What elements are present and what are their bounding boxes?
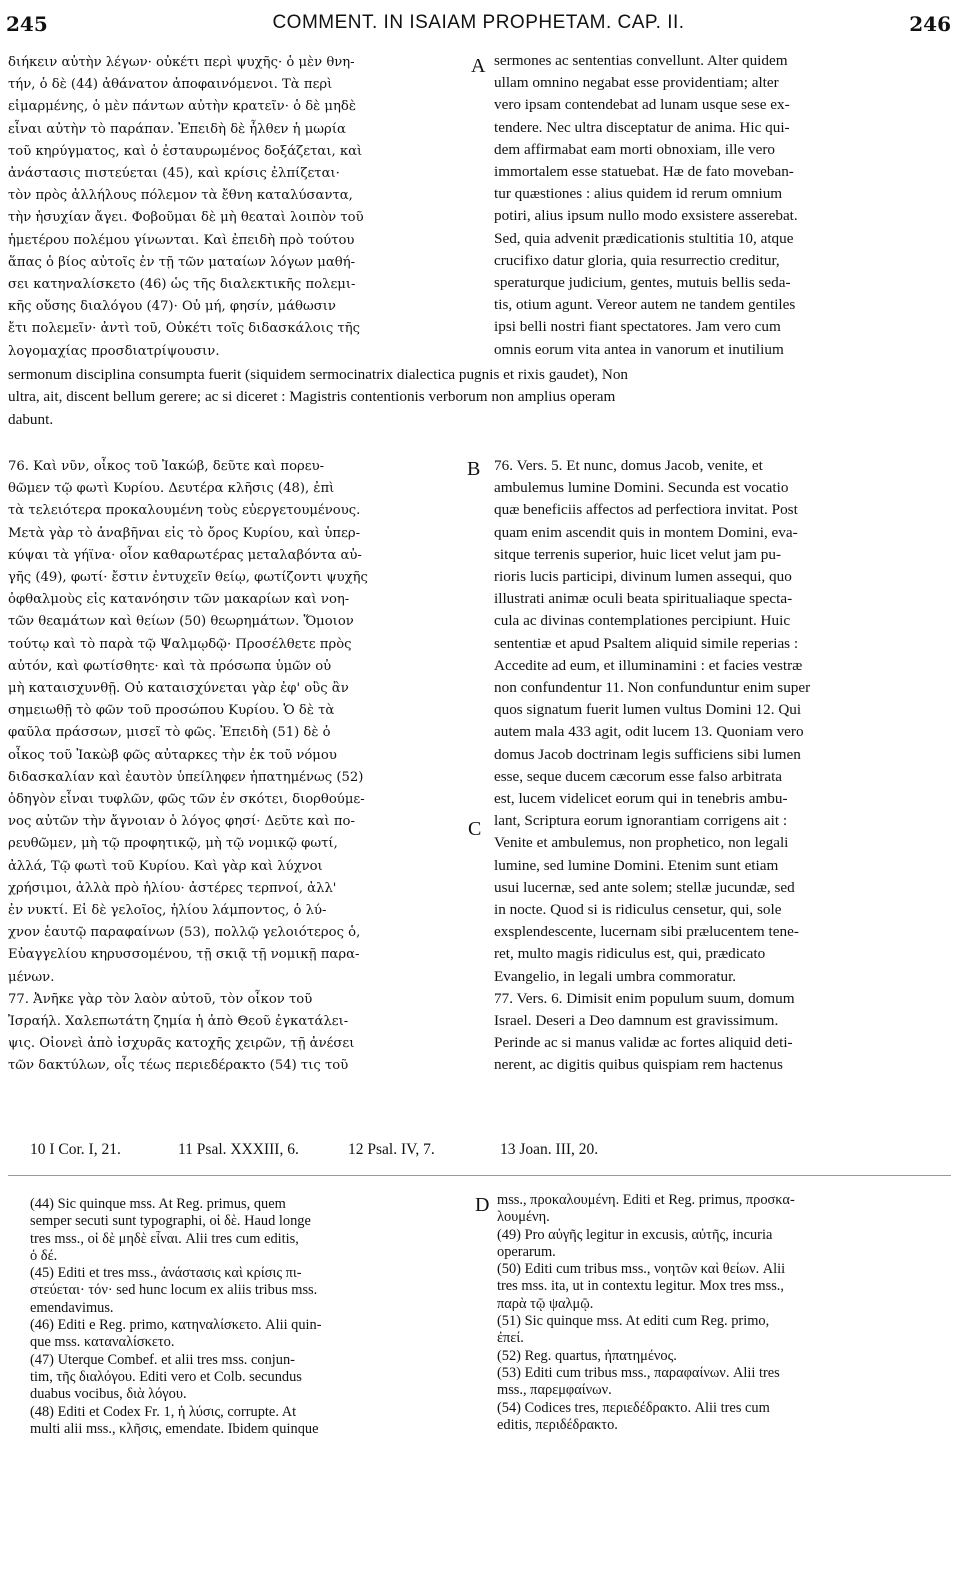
text-line: ψις. Οἱονεὶ ἀπὸ ἰσχυρᾶς κατοχῆς χειρῶν, τῇ ἀνέσει	[8, 1036, 355, 1052]
latin-continuation	[8, 364, 934, 431]
text-line: τὴν ἡσυχίαν ἄγει. Φοβοῦμαι δὲ μὴ θεαταὶ λοιπὸν τοῦ	[8, 210, 364, 226]
text-line: ρευθῶμεν, μὴ τῷ προφητικῷ, μὴ τῷ νομικῷ φωτί,	[8, 836, 338, 852]
text-line: (52) Reg. quartus, ἠπατημένος.	[497, 1347, 677, 1364]
text-line: esse, seque ducem cæcorum esse falso arbitrata	[494, 767, 783, 785]
text-line: θῶμεν τῷ φωτὶ Κυρίου. Δευτέρα κλῆσις (48), ἐπὶ	[8, 481, 335, 497]
text-line: Israel. Deseri a Deo damnum est gravissimum.	[494, 1012, 779, 1030]
text-line: τοῦ κηρύγματος, καὶ ὁ ἐσταυρωμένος δοξάζεται, καὶ	[8, 143, 363, 159]
text-line: ἔτι πολεμεῖν· ἀντὶ τοῦ, Οὐκέτι τοῖς διδασκάλοις τῆς	[8, 321, 360, 337]
text-line: illustrati animæ oculi beata spiritualiaque specta-	[494, 590, 793, 608]
text-line: Perinde ac si manus validæ ac fortes aliquid deti-	[494, 1034, 793, 1052]
text-line: ἀλλά, Τῷ φωτὶ τοῦ Κυρίου. Καὶ γὰρ καὶ λύχνοι	[8, 858, 323, 874]
text-line: τὰ τελειότερα προκαλουμένη τοὺς εὐεργετουμένους.	[8, 503, 361, 519]
text-line: lant, Scriptura eorum ignorantiam corrigens ait :	[494, 812, 788, 830]
text-line: vero ipsam contendebat ad lunam usque sese ex-	[494, 96, 790, 114]
text-line: dem affirmabat eam morti obnoxiam, ille vero	[494, 140, 776, 158]
text-line: Εὐαγγελίου κηρυσσομένου, τῇ σκιᾷ τῇ νομικῇ παρα-	[8, 947, 360, 963]
text-line: Ἰσραήλ. Χαλεπωτάτη ζημία ἡ ἀπὸ Θεοῦ ἐγκατάλει-	[8, 1014, 349, 1030]
text-line: γῆς (49), φωτί· ἔστιν ἐντυχεῖν θείῳ, φωτίζοντι ψυχῆς	[8, 570, 368, 586]
running-title: COMMENT. IN ISAIAM PROPHETAM. CAP. II.	[272, 12, 685, 33]
scripture-ref: 10 I Cor. I, 21.	[30, 1141, 121, 1158]
latin-text-main	[494, 455, 934, 1077]
text-line: non confundentur 11. Non confunduntur enim super	[494, 679, 811, 697]
greek-text-top	[8, 52, 466, 363]
text-line: εἱμαρμένης, ὁ μὲν πάντων αὐτὴν κρατεῖν· ὁ δὲ μηδὲ	[8, 99, 356, 115]
text-line: τὸν πρὸς ἀλλήλους πόλεμον τὰ ἔθνη καταλύσαντα,	[8, 188, 353, 204]
left-page-number: 245	[6, 12, 48, 36]
text-line: ret, multo magis ridiculus est, qui, prædicato	[494, 945, 766, 963]
text-line: tis, otium agunt. Vereor autem ne tandem gentiles	[494, 296, 796, 314]
text-line: σημειωθῇ τὸ φῶν τοῦ προσώπου Κυρίου. Ὁ δὲ τὰ	[8, 703, 335, 719]
critical-notes-right	[497, 1192, 937, 1434]
text-line: χρήσιμοι, ἀλλὰ πρὸ ἡλίου· ἀστέρες τερπνοί, ἀλλ'	[8, 880, 337, 896]
text-line: σει κατηναλίσκετο (46) ὡς τῆς διαλεκτικῆς πολεμι-	[8, 277, 356, 293]
text-line: tres mss. ita, ut in contextu legitur. Mox tres mss.,	[497, 1278, 784, 1295]
text-line: τήν, ὁ δὲ (44) ἀθάνατον ἀποφαινόμενοι. Τὰ περὶ	[8, 77, 333, 93]
text-line: (49) Pro αὐγῆς legitur in excusis, αὐτῆς, incuria	[497, 1226, 773, 1243]
text-line: τῶν δακτύλων, οἷς τέως περιεδέρακτο (54) τις τοῦ	[8, 1058, 349, 1074]
text-line: παρὰ τῷ ψαλμῷ.	[497, 1295, 594, 1312]
text-line: sermones ac sententias convellunt. Alter quidem	[494, 52, 788, 69]
text-line: emendavimus.	[30, 1299, 114, 1316]
text-line: τῶν θεαμάτων καὶ θείων (50) θεωρημάτων. Ὅμοιον	[8, 614, 354, 630]
text-line: quæ beneficiis affectos ad perfectiora invitat. Post	[494, 501, 798, 519]
text-line: ipsi belli nostri fiant spectatores. Jam vero cum	[494, 318, 781, 336]
running-header	[6, 12, 951, 46]
text-line: διήκειν αὐτὴν λέγων· οὐκέτι περὶ ψυχῆς· ὁ μὲν θνη-	[8, 55, 355, 70]
text-line: ἀνάστασις πιστεύεται (45), καὶ κρίσις ἐλπίζεται·	[8, 166, 340, 182]
scripture-ref: 12 Psal. IV, 7.	[348, 1141, 435, 1158]
text-line: 77. Vers. 6. Dimisit enim populum suum, domum	[494, 989, 795, 1007]
text-line: (51) Sic quinque mss. At editi cum Reg. primo,	[497, 1313, 770, 1330]
text-line: omnis eorum vita antea in vanorum et inutilium	[494, 340, 784, 358]
text-line: sermonum disciplina consumpta fuerit (siquidem sermocinatrix dialectica pugnis et rixis gaudet), Non	[8, 366, 629, 383]
text-line: Evangelio, in legali umbra commoratur.	[494, 967, 737, 985]
text-line: νος αὐτῶν τὴν ἄγνοιαν ὁ λόγος φησί· Δεῦτε καὶ πο-	[8, 814, 355, 830]
text-line: sitque terrenis superior, huic licet velut jam pu-	[494, 545, 782, 563]
text-line: duabus vocibus, διὰ λόγου.	[30, 1386, 187, 1403]
scripture-ref: 11 Psal. XXXIII, 6.	[178, 1141, 299, 1158]
text-line: ultra, ait, discent bellum gerere; ac si diceret : Magistris contentionis verborum non amplius operam	[8, 388, 616, 406]
text-line: ὁδηγὸν εἶναι τυφλῶν, φῶς τῶν ἐν σκότει, διορθούμε-	[8, 792, 365, 808]
text-line: domus Jacob doctrinam legis sufficiens sibi lumen	[494, 745, 801, 763]
text-line: μένων.	[8, 969, 55, 985]
text-line: ἐν νυκτί. Εἰ δὲ γελοῖος, ἡλίου λάμποντος, ὁ λύ-	[8, 903, 327, 919]
text-line: sententiæ et apud Psaltem aliquid simile reperias :	[494, 634, 799, 652]
text-line: in nocte. Quod si is ridiculus censetur, qui, sole	[494, 901, 782, 919]
text-line: mss., προκαλουμένη. Editi et Reg. primus, προσκα-	[497, 1192, 795, 1208]
text-line: (54) Codices tres, περιεδέδρακτο. Alii tres cum	[497, 1399, 770, 1416]
text-line: est, lucem videlicet eorum qui in tenebris ambu-	[494, 790, 788, 808]
text-line: Μετὰ γὰρ τὸ ἀναβῆναι εἰς τὸ ὄρος Κυρίου, καὶ ὑπερ-	[8, 525, 361, 541]
text-line: 76. Καὶ νῦν, οἶκος τοῦ Ἰακώβ, δεῦτε καὶ πορευ-	[8, 459, 325, 474]
text-line: μὴ καταισχυνθῇ. Οὐ καταισχύνεται γὰρ ἐφ' οὓς ἂν	[8, 681, 349, 697]
text-line: operarum.	[497, 1243, 556, 1260]
text-line: lumine, sed lumine Domini. Etenim sunt etiam	[494, 856, 779, 874]
text-line: tendere. Nec ultra disceptatur de anima. Hic qui-	[494, 118, 790, 136]
text-line: quos signatum fuerit lumen vultus Domini 12. Qui	[494, 701, 802, 719]
text-line: cula ac divinas contemplationes percipiunt. Huic	[494, 612, 791, 630]
text-line: dabunt.	[8, 410, 54, 428]
margin-marker-d: D	[475, 1194, 490, 1216]
right-page-number: 246	[909, 12, 951, 36]
text-line: εἶναι αὐτὴν τὸ παράπαν. Ἐπειδὴ δὲ ἦλθεν ἡ μωρία	[8, 121, 346, 137]
text-line: φαῦλα πράσσων, μισεῖ τὸ φῶς. Ἐπειδὴ (51) δὲ ὁ	[8, 725, 331, 741]
text-line: ἅπας ὁ βίος αὐτοῖς ἐν τῇ τῶν ματαίων λόγων μαθή-	[8, 254, 356, 270]
text-line: immortalem esse statuebat. Hæ de fato moveban-	[494, 163, 794, 181]
text-line: (50) Editi cum tribus mss., νοητῶν καὶ θείων. Alii	[497, 1261, 786, 1278]
text-line: Sed, quia advenit prædicationis stultitia 10, atque	[494, 229, 794, 247]
text-line: autem mala 433 agit, odit lucem 13. Quoniam vero	[494, 723, 804, 741]
text-line: ambulemus lumine Domini. Secunda est vocatio	[494, 479, 789, 497]
text-line: tur quæstiones : alius quidem id rerum omnium	[494, 185, 783, 203]
text-line: tres mss., οἱ δὲ μηδὲ εἶναι. Alii tres cum editis,	[30, 1230, 299, 1247]
footnote-divider	[8, 1175, 951, 1176]
critical-notes-left	[30, 1196, 476, 1438]
text-line: ullam omnino negabat esse providentiam; alter	[494, 74, 779, 92]
text-line: 77. Ἀνῆκε γὰρ τὸν λαὸν αὐτοῦ, τὸν οἶκον τοῦ	[8, 991, 313, 1007]
margin-marker-c: C	[468, 818, 482, 840]
text-line: semper secuti sunt typographi, οἱ δὲ. Haud longe	[30, 1213, 311, 1230]
text-line: rioris lucis participi, divinum lumen assequi, quo	[494, 568, 792, 586]
text-line: αὐτόν, καὶ φωτίσθητε· καὶ τὰ πρόσωπα ὑμῶν οὐ	[8, 658, 332, 674]
text-line: ἐπεί.	[497, 1330, 524, 1347]
text-line: potiri, alius ipsum nullo modo exsistere asserebat.	[494, 207, 798, 225]
text-line: (53) Editi cum tribus mss., παραφαίνων. Alii tres	[497, 1364, 780, 1381]
text-line: στεύεται· τόν· sed hunc locum ex aliis tribus mss.	[30, 1282, 318, 1299]
text-line: tim, τῆς διαλόγου. Editi vero et Colb. secundus	[30, 1368, 302, 1385]
margin-marker-b: B	[467, 458, 481, 480]
text-line: (45) Editi et tres mss., ἀνάστασις καὶ κρίσις πι-	[30, 1265, 302, 1282]
text-line: editis, περιδέδρακτο.	[497, 1416, 618, 1433]
scripture-ref: 13 Joan. III, 20.	[500, 1141, 599, 1158]
text-line: usui lucernæ, sed ante solem; stellæ jucundæ, sed	[494, 878, 795, 896]
text-line: speraturque judicium, gentes, mutuis bellis seda-	[494, 274, 791, 292]
greek-text-main	[8, 456, 466, 1078]
scripture-references	[30, 1141, 949, 1167]
text-line: Accedite ad eum, et illuminamini : et facies vestræ	[494, 656, 803, 674]
text-line: χνον ἑαυτῷ παραφαίνων (53), πολλῷ γελοιότερος ὁ,	[8, 925, 361, 941]
text-line: multi alii mss., κλῆσις, emendate. Ibidem quinque	[30, 1420, 319, 1437]
text-line: (47) Uterque Combef. et alii tres mss. conjun-	[30, 1351, 295, 1368]
text-line: exsplendescente, lucernam sibi prælucentem tene-	[494, 923, 799, 941]
text-line: τούτῳ καὶ τὸ παρὰ τῷ Ψαλμῳδῷ· Προσέλθετε πρὸς	[8, 636, 352, 652]
text-line: ἡμετέρου πολέμου γίνωνται. Καὶ ἐπειδὴ πρὸ τούτου	[8, 232, 355, 248]
text-line: nerent, ac digitis quibus quispiam rem hactenus	[494, 1056, 783, 1074]
text-line: κύψαι τὰ γήϊνα· οἷον καθαρωτέρας μεταλαβόντα αὐ-	[8, 547, 362, 563]
text-line: λογομαχίας προσδιατρίψουσιν.	[8, 343, 220, 359]
text-line: quam enim ascendit quis in montem Domini, eva-	[494, 523, 798, 541]
text-line: (48) Editi et Codex Fr. 1, ἡ λύσις, corrupte. At	[30, 1403, 297, 1420]
text-line: que mss. καταναλίσκετο.	[30, 1334, 175, 1351]
text-line: (46) Editi e Reg. primo, κατηναλίσκετο. Alii quin-	[30, 1317, 322, 1334]
text-line: κῆς οὔσης διαλόγου (47)· Οὐ μή, φησίν, μάθωσιν	[8, 299, 336, 315]
text-line: crucifixo datur gloria, quia resurrectio creditur,	[494, 251, 780, 269]
text-line: Venite et ambulemus, non prophetico, non legali	[494, 834, 789, 852]
text-line: οἶκος τοῦ Ἰακὼβ φῶς αὐταρκες τὴν ἐκ τοῦ νόμου	[8, 747, 337, 763]
text-line: ὁ δέ.	[30, 1247, 58, 1264]
text-line: mss., παρεμφαίνων.	[497, 1382, 612, 1399]
margin-marker-a: A	[471, 55, 486, 77]
text-line: (44) Sic quinque mss. At Reg. primus, quem	[30, 1196, 286, 1212]
text-line: ὀφθαλμοὺς εἰς κατανόησιν τῶν μακαρίων καὶ νοη-	[8, 592, 350, 608]
text-line: διδασκαλίαν καὶ ἑαυτὸν ὑπείληφεν ἠπατημένως (52)	[8, 769, 364, 785]
text-line: λουμένη.	[497, 1209, 550, 1226]
latin-text-top	[494, 50, 934, 361]
text-line: 76. Vers. 5. Et nunc, domus Jacob, venite, et	[494, 457, 763, 474]
